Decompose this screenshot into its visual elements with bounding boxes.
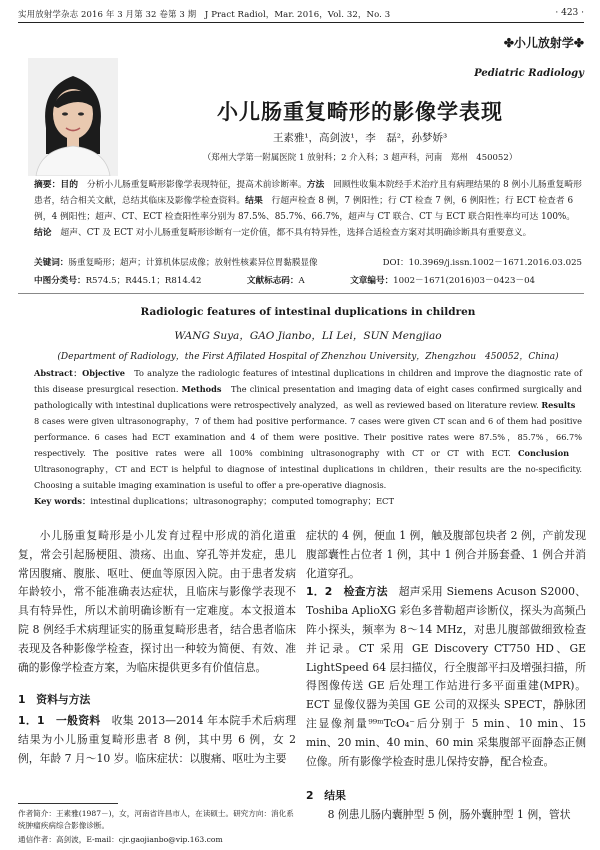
clc-value: R574.5；R445.1；R814.42 <box>85 276 202 286</box>
abstract-en-objective-label: Objective <box>82 368 125 378</box>
body-column-right <box>306 527 586 825</box>
column-tag-cn: ✤小儿放射学✤ <box>503 36 584 50</box>
affiliation-cn: （郑州大学第一附属医院 1 放射科；2 介入科；3 超声科，河南 郑州 450052） <box>202 153 518 163</box>
authors-cn: 王素雅¹，高剑波¹，李 磊²，孙梦娇³ <box>272 132 448 144</box>
abstract-cn <box>34 177 582 241</box>
section-1-2-heading: 1．2 检查方法 <box>306 585 388 599</box>
abstract-cn-label: 摘要： <box>34 180 61 190</box>
abstract-en-label: Abstract： <box>34 368 83 378</box>
authors-en: WANG Suya，GAO Jianbo，LI Lei，SUN Mengjiao <box>174 330 442 342</box>
abstract-cn-objective: 分析小儿肠重复畸形影像学表现特征，提高术前诊断率。 <box>78 180 307 190</box>
abstract-en-conclusion-label: Conclusion <box>518 448 570 458</box>
affiliation-en: (Department of Radiology，the First Affilated Hospital of Zhenzhou University，Zhengzhou 450052，China) <box>57 352 559 362</box>
abstract-cn-method-label: 方法 <box>306 180 325 190</box>
abstract-en-methods-label: Methods <box>181 384 222 394</box>
section-1-1-continued: 症状的 4 例，便血 1 例，触及腹部包块者 2 例，产前发现腹部囊性占位者 1 例，其中 1 例合并肠套叠、1 例合并消化道穿孔。 <box>306 529 586 580</box>
section-1-1 <box>18 712 296 768</box>
abstract-cn-conclusion: 超声、CT 及 ECT 对小儿肠重复畸形诊断有一定价值，都不具有特异性，选择合适检查方案对其明确诊断具有重要意义。 <box>51 228 532 238</box>
section-2-heading: 2 结果 <box>306 789 346 803</box>
abstract-en-conclusion: Ultrasonography，CT and ECT is helpful to diagnose of intestinal duplications in children，their results are the no-specificity. Choosing a suitable imaging examination is useful to offer a pre-operative diagnosis. <box>34 448 582 490</box>
article-title-cn: 小儿肠重复畸形的影像学表现 <box>217 99 503 124</box>
classification-line <box>34 274 582 286</box>
abstract-cn-result-label: 结果 <box>245 196 263 206</box>
abstract-cn-objective-label: 目的 <box>60 180 79 190</box>
keywords-en <box>34 495 582 507</box>
footnote-rule <box>18 803 118 804</box>
abstract-en-methods: The clinical presentation and imaging data of eight cases confirmed surgically and pathologically with intestinal duplications were retrospectively analyzed，as well as reviewed based on literature review. <box>34 384 582 410</box>
doi: DOI：10.3969/j.issn.1002－1671.2016.03.025 <box>382 258 582 268</box>
author-portrait-icon <box>28 58 118 176</box>
section-1-1-heading: 1．1 一般资料 <box>18 714 101 728</box>
author-photo <box>28 58 118 176</box>
abstract-en-objective: To analyze the radiologic features of intestinal duplications in children and improve the diagnostic rate of this disease presurgical resection. <box>34 368 582 394</box>
section-2-text: 8 例患儿肠内囊肿型 5 例，肠外囊肿型 1 例，管状 <box>327 808 571 822</box>
section-rule <box>18 293 584 294</box>
article-no-label: 文章编号： <box>350 276 394 286</box>
section-1-2 <box>306 583 586 771</box>
keywords-cn-text: 肠重复畸形；超声；计算机体层成像；放射性核素异位胃黏膜显像 <box>68 258 318 268</box>
section-1-heading: 1 资料与方法 <box>18 693 91 707</box>
abstract-cn-result: 行超声检查 8 例，7 例阳性；行 CT 检查 7 例，6 例阳性；行 ECT 检查者 6 例，4 例阳性；超声、CT、ECT 检查阳性率分别为 87.5%、85.7%、66.7%，超声与 CT 联合、CT 与 ECT 联合阳性率均可达 100%。 <box>34 196 576 222</box>
body-column-left <box>18 527 296 769</box>
abstract-cn-method: 回顾性收集本院经手术治疗且有病理结果的 8 例小儿肠重复畸形患者，结合相关文献，总结其临床及影像学检查资料。 <box>34 180 582 206</box>
keywords-cn <box>34 256 582 268</box>
running-head: 实用放射学杂志 2016 年 3 月第 32 卷第 3 期 J Pract Radiol，Mar. 2016，Vol. 32，No. 3 <box>18 10 391 20</box>
intro-paragraph: 小儿肠重复畸形是小儿发育过程中形成的消化道重复，常会引起肠梗阻、溃疡、出血、穿孔等并发症，患儿常因腹痛、腹胀、呕吐、便血等原因入院。由于患者发病年龄较小，常不能准确表达症状，且临床与影像学表现不具有特异性，所以术前明确诊断有一定难度。本文报道本院 8 例经手术病理证实的肠重复畸形患者，结合患者临床表现及各种影像学检查，探讨出一种较为简便、有效、准确的影像学检查方案，为临床提供更多有价值信息。 <box>18 529 296 674</box>
header-rule <box>18 22 584 23</box>
column-tag-en: Pediatric Radiology <box>474 68 584 79</box>
footnote-author: 作者简介：王素雅(1987－)，女，河南省许昌市人，在读硕士。研究方向：消化系统肿瘤疾病综合影像诊断。 <box>18 809 294 830</box>
abstract-en-results: 8 cases were given ultrasonography，7 of them had positive performance. 7 cases were given CT scan and 6 of them had positive performance. 6 cases had ECT examination and 4 of them were positive. Their positive rates were 87.5%，85.7%，66.7% respectively. The positive rates were all 100% combining ultrasonography with CT or CT with ECT. <box>34 400 584 458</box>
abstract-cn-conclusion-label: 结论 <box>34 228 52 238</box>
article-title-en: Radiologic features of intestinal duplications in children <box>140 306 476 318</box>
keywords-cn-label: 关键词： <box>34 258 69 268</box>
section-1-2-text: 超声采用 Siemens Acuson S2000、Toshiba AplioXG 彩色多普勒超声诊断仪，探头为高频凸阵小探头，频率为 8～14 MHz，对患儿腹部做细致检查并记录。CT 采用 GE Discovery CT750 HD、GE LightSpeed 64 层扫描仪，行全腹部平扫及增强扫描，所得图像传送 GE 后处理工作站进行多平面重建(MPR)。ECT 显像仪器为美国 GE 公司的双探头 SPECT，静脉团注显像剂量⁹⁹ᵐTcO₄⁻后分别于 5 min、10 min、15 min、20 min、40 min、60 min 采集腹部平面静态正侧位像。所有影像学检查时患儿保持安静，配合检查。 <box>306 585 586 768</box>
article-no-value: 1002－1671(2016)03－0423－04 <box>393 276 536 286</box>
abstract-en <box>34 365 582 493</box>
keywords-en-label: Key words： <box>34 496 91 506</box>
footnote-correspondence: 通信作者：高剑波，E-mail：cjr.gaojianbo@vip.163.com <box>18 835 223 844</box>
keywords-en-text: intestinal duplications；ultrasonography；computed tomography；ECT <box>90 496 395 506</box>
page-number: · 423 · <box>555 8 584 18</box>
abstract-en-results-label: Results <box>541 400 576 410</box>
doc-code-value: A <box>298 276 305 286</box>
doc-code-label: 文献标志码： <box>246 276 299 286</box>
clc-label: 中图分类号： <box>34 276 86 286</box>
section-1-1-text: 收集 2013—2014 年本院手术后病理结果为小儿肠重复畸形患者 8 例，其中男 6 例，女 2 例，年龄 7 月～10 岁。临床症状：以腹痛、呕吐为主要 <box>18 714 296 765</box>
